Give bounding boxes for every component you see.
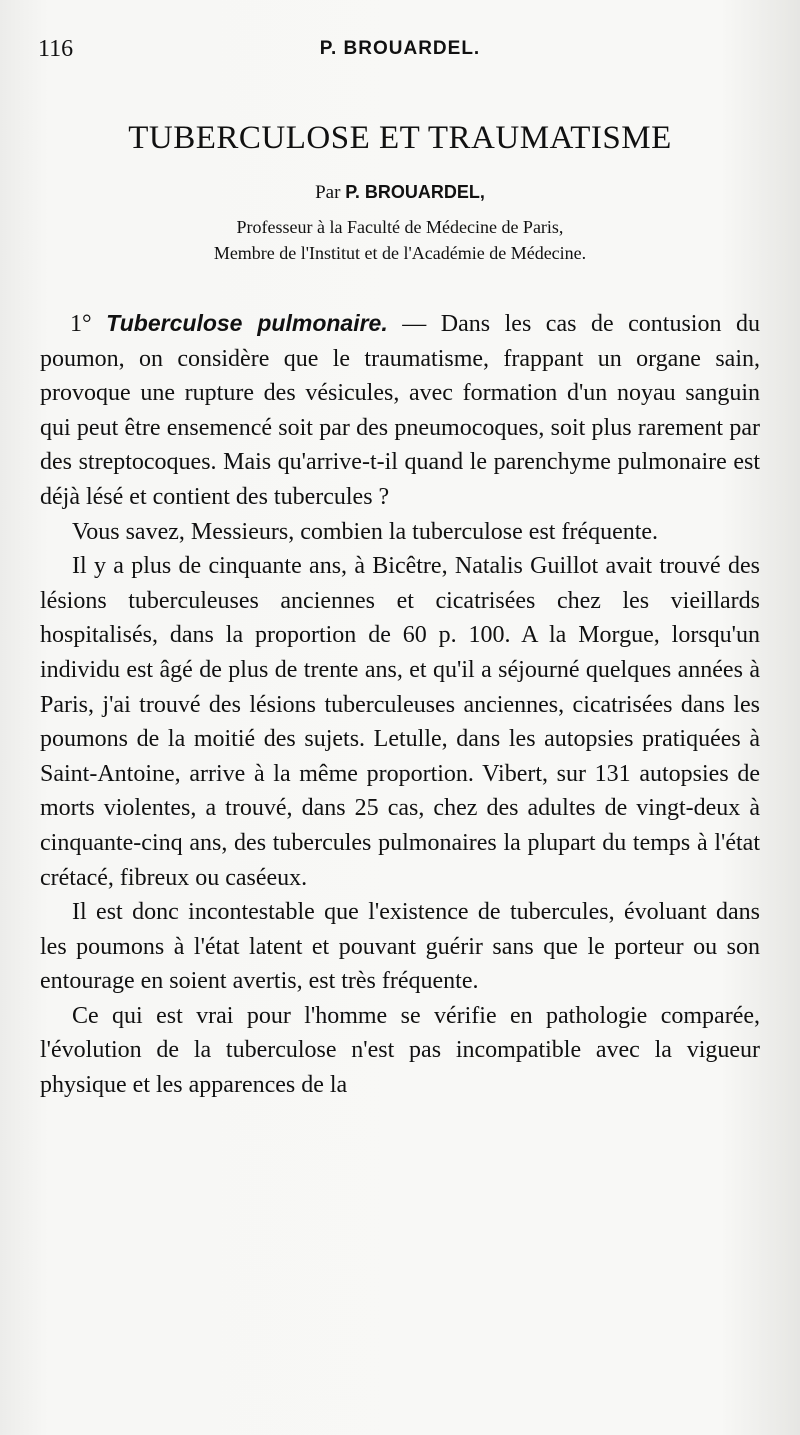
body-paragraph: Il y a plus de cinquante ans, à Bicêtre, Natalis Guillot avait trouvé des lésions tuberculeuses anciennes et cicatrisées chez les vieillards hospitalisés, dans la proportion de 60 p. 100. A la Morgue, lorsqu'un individu est âgé de plus de trente ans, et qu'il a séjourné quelques années à Paris, j'ai trouvé des lésions tuberculeuses anciennes, cicatrisées dans les poumons de la moitié des sujets. Letulle, dans les autopsies pratiquées à Saint-Antoine, arrive à la même proportion. Vibert, sur 131 autopsies de morts violentes, a trouvé, dans 25 cas, chez des adultes de vingt-deux à cinquante-cinq ans, des tubercules pulmonaires la plupart du temps à l'état crétacé, fibreux ou caséeux. [40, 553, 760, 891]
section-intro-text: — Dans les cas de contusion du poumon, on considère que le traumatisme, frappant un organe sain, provoque une rupture des vésicules, avec formation d'un noyau sanguin qui peut être ensemencé soit par des pneumocoques, soit plus rarement par des streptocoques. Mais qu'arrive-t-il quand le parenchyme pulmonaire est déjà lésé et contient des tubercules ? [40, 311, 760, 510]
affiliation-line-2: Membre de l'Institut et de l'Académie de Médecine. [213, 243, 587, 263]
byline [0, 180, 800, 205]
article-title: TUBERCULOSE ET TRAUMATISME [128, 120, 672, 156]
section-number: 1° [70, 311, 107, 337]
section-intro-paragraph [40, 306, 760, 515]
byline-prefix: Par [315, 182, 346, 203]
body-paragraph: Vous savez, Messieurs, combien la tuberculose est fréquente. [72, 518, 659, 545]
page-number: 116 [38, 36, 74, 62]
section-heading: Tuberculose pulmonaire. [106, 310, 388, 336]
running-header [38, 36, 762, 70]
byline-author: P. BROUARDEL, [345, 182, 485, 202]
affiliation-line-1: Professeur à la Faculté de Médecine de Paris, [236, 217, 564, 237]
body-paragraph: Il est donc incontestable que l'existence de tubercules, évoluant dans les poumons à l'état latent et pouvant guérir sans que le porteur ou son entourage en soient avertis, est très fréquente. [40, 899, 760, 995]
article-body [40, 306, 760, 1103]
running-title: P. BROUARDEL. [319, 38, 481, 59]
body-paragraph: Ce qui est vrai pour l'homme se vérifie en pathologie comparée, l'évolution de la tuberculose n'est pas incompatible avec la vigueur physique et les apparences de la [40, 1002, 760, 1099]
